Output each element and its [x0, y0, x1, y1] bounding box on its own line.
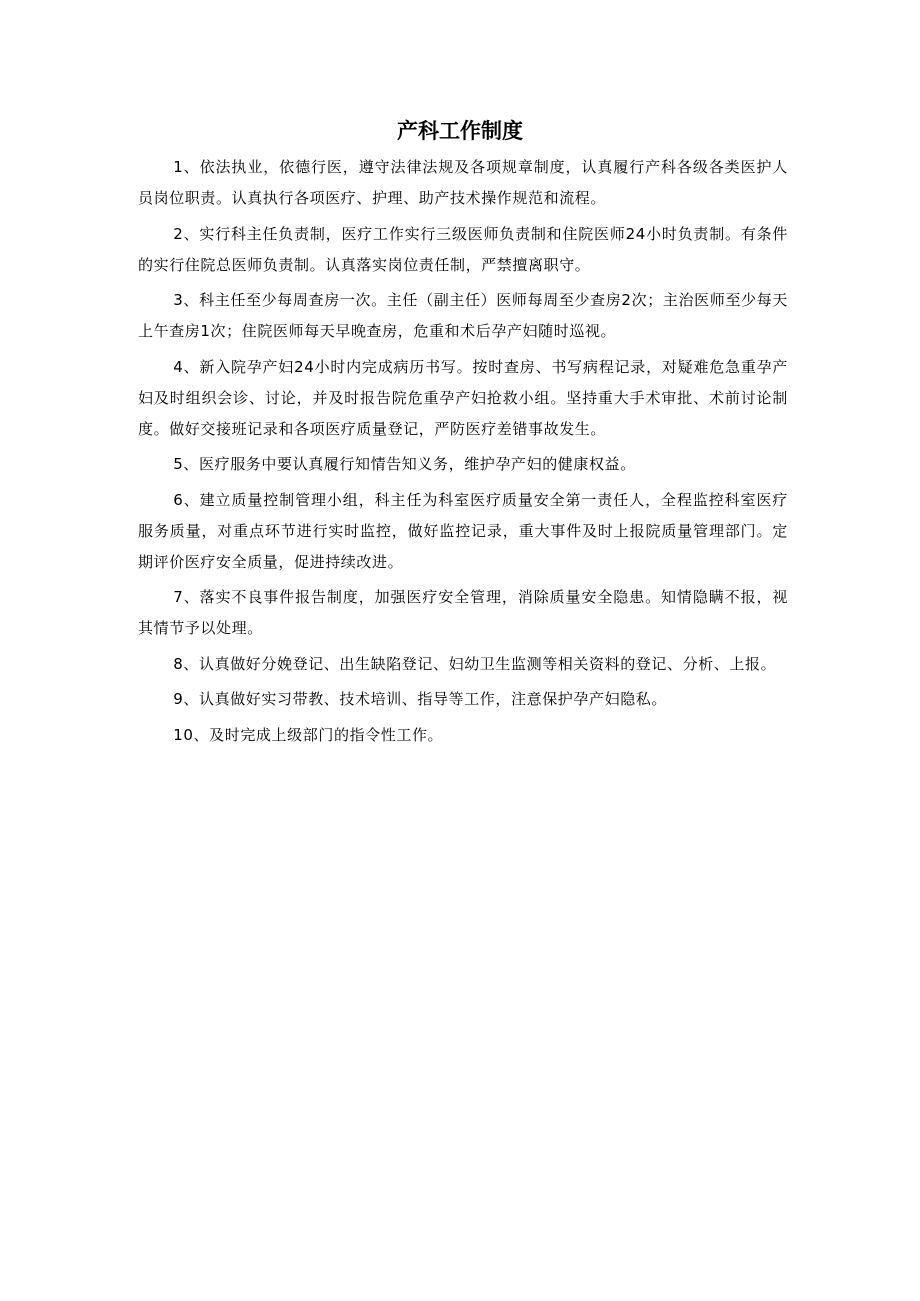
rule-paragraph-4: 4、新入院孕产妇24小时内完成病历书写。按时查房、书写病程记录，对疑难危急重孕产妇及时组织会诊、讨论，并及时报告院危重孕产妇抢救小组。坚持重大手术审批、术前讨论制度。做好交接班记录和各项医疗质量登记，严防医疗差错事故发生。 — [138, 357, 788, 438]
rule-paragraph-7: 7、落实不良事件报告制度，加强医疗安全管理，消除质量安全隐患。知情隐瞒不报，视其情节予以处理。 — [138, 588, 788, 637]
document-body — [138, 152, 788, 755]
rule-paragraph-6: 6、建立质量控制管理小组，科主任为科室医疗质量安全第一责任人，全程监控科室医疗服务质量，对重点环节进行实时监控，做好监控记录，重大事件及时上报院质量管理部门。定期评价医疗安全质量，促进持续改进。 — [138, 490, 788, 571]
rule-paragraph-8: 8、认真做好分娩登记、出生缺陷登记、妇幼卫生监测等相关资料的登记、分析、上报。 — [173, 654, 777, 673]
rule-paragraph-1: 1、依法执业，依德行医，遵守法律法规及各项规章制度，认真履行产科各级各类医护人员岗位职责。认真执行各项医疗、护理、助产技术操作规范和流程。 — [138, 158, 788, 207]
rule-paragraph-3: 3、科主任至少每周查房一次。主任（副主任）医师每周至少查房2次；主治医师至少每天上午查房1次；住院医师每天早晚查房，危重和术后孕产妇随时巡视。 — [138, 291, 788, 340]
rule-paragraph-9: 9、认真做好实习带教、技术培训、指导等工作，注意保护孕产妇隐私。 — [173, 690, 667, 708]
rule-paragraph-5: 5、医疗服务中要认真履行知情告知义务，维护孕产妇的健康权益。 — [173, 455, 636, 473]
document-title: 产科工作制度 — [397, 119, 523, 143]
rule-paragraph-2: 2、实行科主任负责制，医疗工作实行三级医师负责制和住院医师24小时负责制。有条件的实行住院总医师负责制。认真落实岗位责任制，严禁擅离职守。 — [138, 224, 788, 274]
rule-paragraph-10: 10、及时完成上级部门的指令性工作。 — [173, 725, 444, 744]
